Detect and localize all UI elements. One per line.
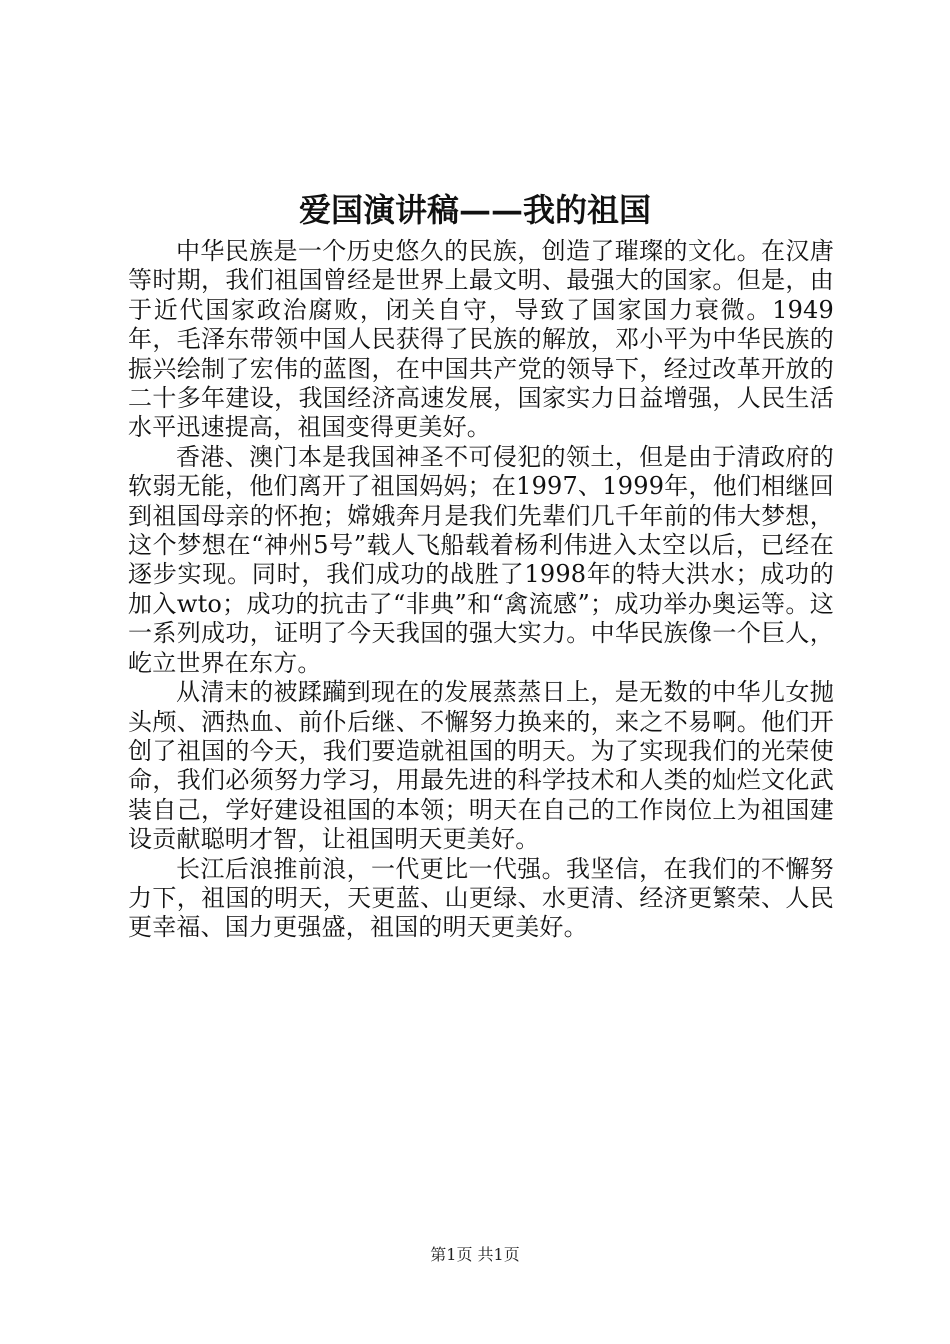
paragraph-1: 中华民族是一个历史悠久的民族，创造了璀璨的文化。在汉唐等时期，我们祖国曾经是世界上最文明、最强大的国家。但是，由于近代国家政治腐败，闭关自守，导致了国家国力衰微。1949年，毛泽东带领中国人民获得了民族的解放，邓小平为中华民族的振兴绘制了宏伟的蓝图，在中国共产党的领导下，经过改革开放的二十多年建设，我国经济高速发展，国家实力日益增强，人民生活水平迅速提高，祖国变得更美好。 xyxy=(128,237,834,442)
paragraph-2: 香港、澳门本是我国神圣不可侵犯的领土，但是由于清政府的软弱无能，他们离开了祖国妈妈；在1997、1999年，他们相继回到祖国母亲的怀抱；嫦娥奔月是我们先辈们几千年前的伟大梦想，这个梦想在“神州5号”载人飞船载着杨利伟进入太空以后，已经在逐步实现。同时，我们成功的战胜了1998年的特大洪水；成功的加入wto；成功的抗击了“非典”和“禽流感”；成功举办奥运等。这一系列成功，证明了今天我国的强大实力。中华民族像一个巨人，屹立世界在东方。 xyxy=(128,442,834,677)
page-footer: 第1页 共1页 xyxy=(430,1245,520,1264)
paragraph-4: 长江后浪推前浪，一代更比一代强。我坚信，在我们的不懈努力下，祖国的明天，天更蓝、山更绿、水更清、经济更繁荣、人民更幸福、国力更强盛，祖国的明天更美好。 xyxy=(128,854,834,942)
page-title: 爱国演讲稿——我的祖国 xyxy=(298,191,651,229)
paragraph-3: 从清末的被蹂躏到现在的发展蒸蒸日上，是无数的中华儿女抛头颅、洒热血、前仆后继、不懈努力换来的，来之不易啊。他们开创了祖国的今天，我们要造就祖国的明天。为了实现我们的光荣使命，我们必须努力学习，用最先进的科学技术和人类的灿烂文化武装自己，学好建设祖国的本领；明天在自己的工作岗位上为祖国建设贡献聪明才智，让祖国明天更美好。 xyxy=(128,678,834,854)
document-body xyxy=(128,237,834,943)
